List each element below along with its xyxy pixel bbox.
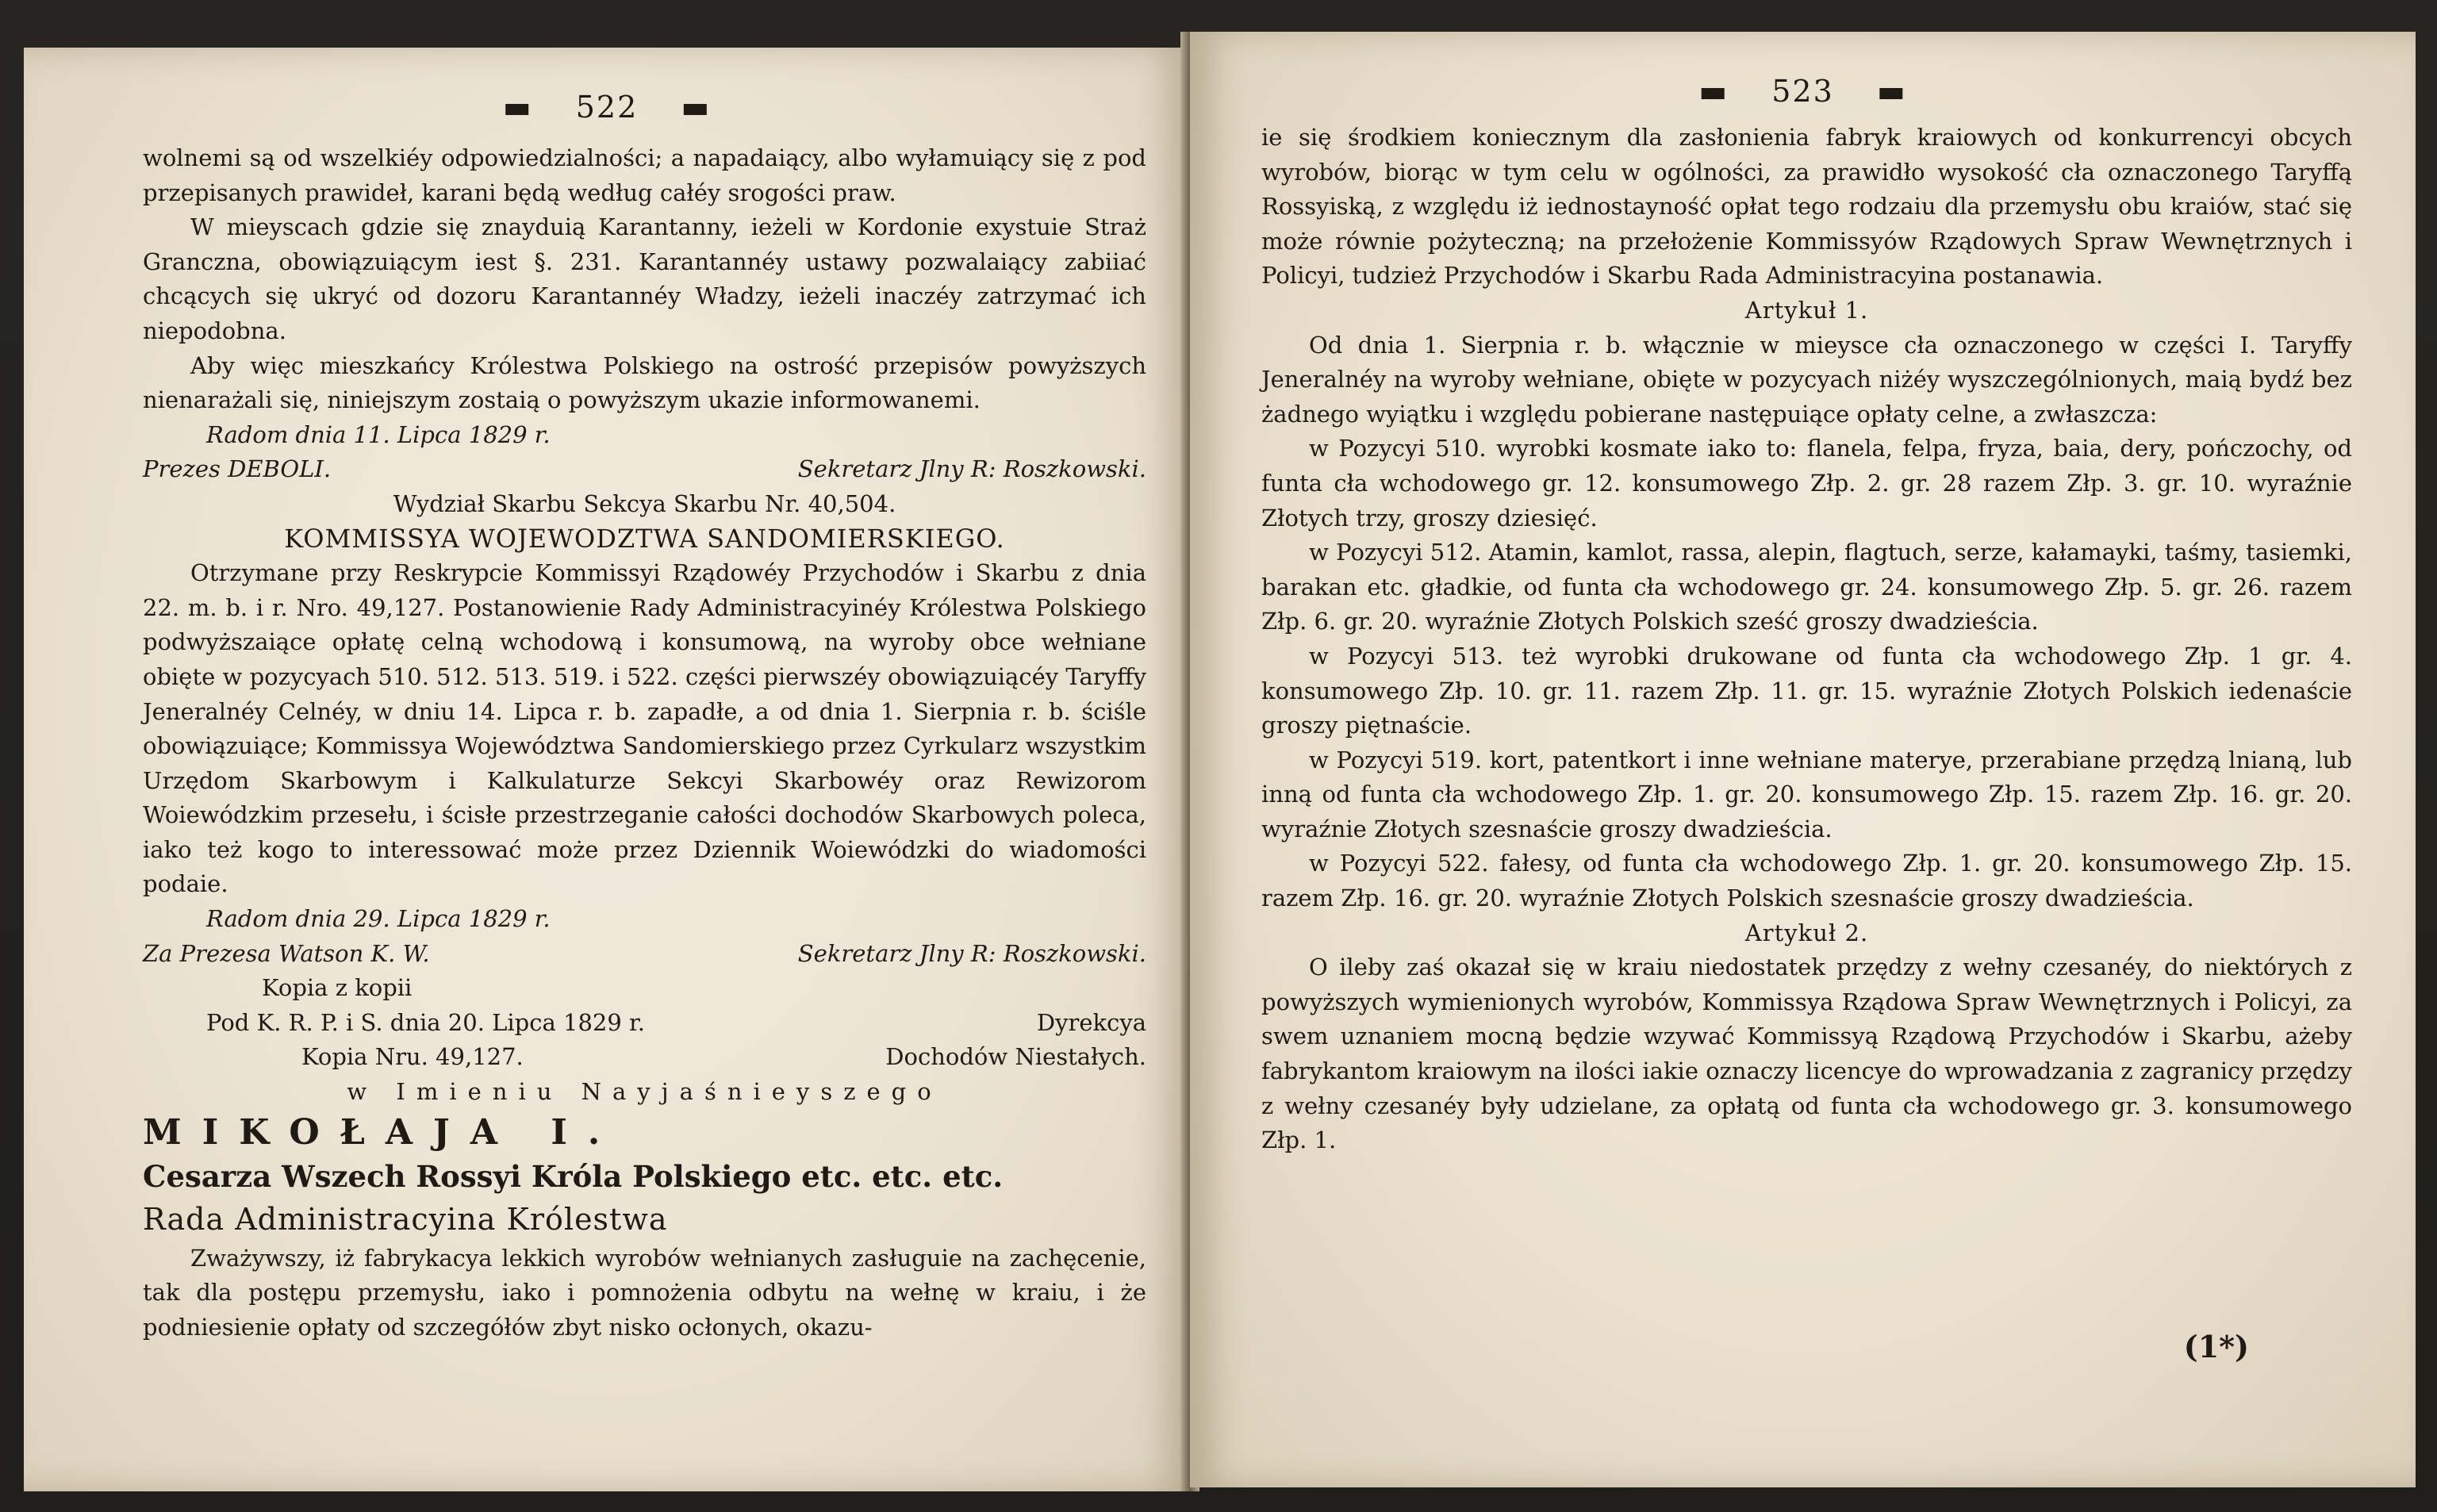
- tariff-item: w Pozycyi 513. też wyrobki drukowane od funta cła wchodowego Złp. 1 gr. 4. konsumowego Złp. 10. gr. 11. razem Złp. 11. gr. 15. wyraźnie Złotych Polskich iedenaście groszy piętnaście.: [1261, 642, 2352, 739]
- right-page-text: [1261, 121, 2352, 1158]
- sekretarz-signature: Sekretarz Jlny R: Roszkowski.: [797, 455, 1146, 483]
- copy-number: Kopia Nru. 49,127.: [301, 1043, 524, 1071]
- signature-row: [143, 937, 1146, 972]
- department-heading: Wydział Skarbu Sekcya Skarbu Nr. 40,504.: [393, 489, 896, 517]
- copy-date: Pod K. R. P. i S. dnia 20. Lipca 1829 r.: [206, 1008, 645, 1036]
- prezes-signature: Za Prezesa Watson K. W.: [143, 939, 430, 967]
- sekretarz-signature: Sekretarz Jlny R: Roszkowski.: [797, 939, 1146, 967]
- paragraph: Zważywszy, iż fabrykacya lekkich wyrobów wełnianych zasługuie na zachęcenie, tak dla postępu przemysłu, iako i pomnożenia odbytu na wełnę w kraiu, i że podniesienie opłaty od szczegółów zbyt nisko ocłonych, okazu-: [143, 1244, 1146, 1341]
- header-dash-right: ▬: [1876, 73, 1907, 109]
- tariff-item: w Pozycyi 512. Atamin, kamlot, rassa, alepin, flagtuch, serze, kałamayki, taśmy, tasiemki, barakan etc. gładkie, od funta cła wchodowego gr. 24. konsumowego Złp. 5. gr. 26. razem Złp. 6. gr. 20. wyraźnie Złotych Polskich sześć groszy dwadzieścia.: [1261, 539, 2352, 635]
- paragraph: Od dnia 1. Sierpnia r. b. włącznie w mieysce cła oznaczonego w części I. Taryffy Jeneralnéy na wyroby wełniane, obięte w pozycyach niżéy wyszczególnionych, maią bydź bez żadnego wyiątku i względu pobierane następuiące opłaty celne, a zwłaszcza:: [1261, 331, 2352, 428]
- signature-mark: (1*): [2183, 1329, 2249, 1364]
- copy-row: [143, 1006, 1146, 1041]
- paragraph: W mieyscach gdzie się znayduią Karantanny, ieżeli w Kordonie exystuie Straż Granczna, obowiązuiącym iest §. 231. Karantannéy ustawy pozwalaiący zabiiać chcących się ukryć od dozoru Karantannéy Władzy, ieżeli inaczéy zatrzymać ich niepodobna.: [143, 213, 1146, 344]
- commission-heading: KOMMISSYA WOJEWODZTWA SANDOMIERSKIEGO.: [284, 523, 1005, 554]
- page-number-523: 523: [1771, 74, 1834, 109]
- paragraph: Otrzymane przy Reskrypcie Kommissyi Rządowéy Przychodów i Skarbu z dnia 22. m. b. i r. Nro. 49,127. Postanowienie Rady Administracyinéy Królestwa Polskiego podwyższaiące opłatę celną wchodową i konsumową, na wyroby obce wełniane obięte w pozycyach 510. 512. 513. 519. i 522. części pierwszéy obowiązuiącéy Taryffy Jeneralnéy Celnéy, w dniu 14. Lipca r. b. zapadłe, a od dnia 1. Sierpnia r. b. ściśle obowiązuiące; Kommissya Województwa Sandomierskiego przez Cyrkularz wszystkim Urzędom Skarbowym i Kalkulaturze Sekcyi Skarbowéy oraz Rewizorom Woiewódzkim przesełu, i ścisłe przestrzeganie całości dochodów Skarbowych poleca, iako też kogo to interessować może przez Dziennik Woiewódzki do wiadomości podaie.: [143, 559, 1146, 898]
- copy-row: [143, 1040, 1146, 1075]
- directorate-label: Dyrekcya: [1036, 1008, 1146, 1036]
- tariff-item: w Pozycyi 510. wyrobki kosmate iako to: flanela, felpa, fryza, baia, dery, pończochy, od funta cła wchodowego gr. 12. konsumowego Złp. 2. gr. 28 razem Złp. 3. gr. 10. wyraźnie Złotych trzy, groszy dziesięć.: [1261, 435, 2352, 532]
- paragraph: O ileby zaś okazał się w kraiu niedostatek przędzy z wełny czesanéy, do niektórych z powyższych wymienionych wyrobów, Kommissya Rządowa Spraw Wewnętrznych i Policyi, za swem uznaniem mocną będzie wzywać Kommissyą Rządową Przychodów i Skarbu, ażeby fabrykantom kraiowym na ilości iakie oznaczy licencye do wprowadzania z zagranicy przędzy z wełny czesanéy były udzielane, za opłatą od funta cła wchodowego gr. 3. konsumowego Złp. 1.: [1261, 954, 2352, 1154]
- place-date: Radom dnia 29. Lipca 1829 r.: [206, 905, 551, 933]
- revenue-label: Dochodów Niestałych.: [885, 1043, 1146, 1071]
- copy-note: Kopia z kopii: [262, 974, 413, 1002]
- page-number-522: 522: [575, 90, 639, 125]
- paragraph: ie się środkiem koniecznym dla zasłonienia fabryk kraiowych od konkurrencyi obcych wyrobów, biorąc w tym celu w ogólności, za prawidło wysokość cła oznaczonego Taryffą Rossyiską, z względu iż iednostayność opłat tego rodzaiu dla przemysłu obu kraiów, stać się może równie pożyteczną; na przełożenie Kommissyów Rządowych Spraw Wewnętrznych i Policyi, tudzież Przychodów i Skarbu Rada Administracyina postanawia.: [1261, 124, 2352, 290]
- header-dash-right: ▬: [681, 89, 712, 125]
- left-page-header: [24, 89, 1190, 125]
- signature-row: [143, 452, 1146, 487]
- header-dash-left: ▬: [502, 89, 533, 125]
- emperor-title: Cesarza Wszech Rossyi Króla Polskiego etc. etc. etc.: [143, 1158, 1004, 1194]
- article-heading: Artykuł 1.: [1744, 296, 1869, 324]
- in-the-name: w Imieniu Nayjaśnieyszego: [347, 1078, 942, 1106]
- prezes-signature: Prezes DEBOLI.: [143, 455, 332, 483]
- council-heading: Rada Administracyina Królestwa: [143, 1201, 668, 1237]
- right-page-header: [1190, 73, 2416, 109]
- tariff-item: w Pozycyi 522. fałesy, od funta cła wchodowego Złp. 1. gr. 20. konsumowego Złp. 15. razem Złp. 16. gr. 20. wyraźnie Złotych Polskich szesnaście groszy dwadzieścia.: [1261, 850, 2352, 912]
- article-heading: Artykuł 2.: [1744, 919, 1869, 946]
- place-date: Radom dnia 11. Lipca 1829 r.: [206, 420, 551, 448]
- paragraph: wolnemi są od wszelkiéy odpowiedzialności; a napadaiący, albo wyłamuiący się z pod przepisanych prawideł, karani będą według całéy srogości praw.: [143, 144, 1146, 206]
- left-page: [24, 48, 1190, 1491]
- left-page-text: [143, 141, 1146, 1345]
- header-dash-left: ▬: [1698, 73, 1729, 109]
- tariff-item: w Pozycyi 519. kort, patentkort i inne wełniane materye, przerabiane przędzą lnianą, lub inną od funta cła wchodowego Złp. 1. gr. 20. konsumowego Złp. 15. razem Złp. 16. gr. 20. wyraźnie Złotych szesnaście groszy dwadzieścia.: [1261, 746, 2352, 842]
- right-page: [1190, 32, 2416, 1487]
- emperor-name: MIKOŁAJA I.: [143, 1111, 621, 1153]
- paragraph: Aby więc mieszkańcy Królestwa Polskiego na ostrość przepisów powyższych nienarażali się, niniejszym zostaią o powyższym ukazie informowanemi.: [143, 351, 1146, 414]
